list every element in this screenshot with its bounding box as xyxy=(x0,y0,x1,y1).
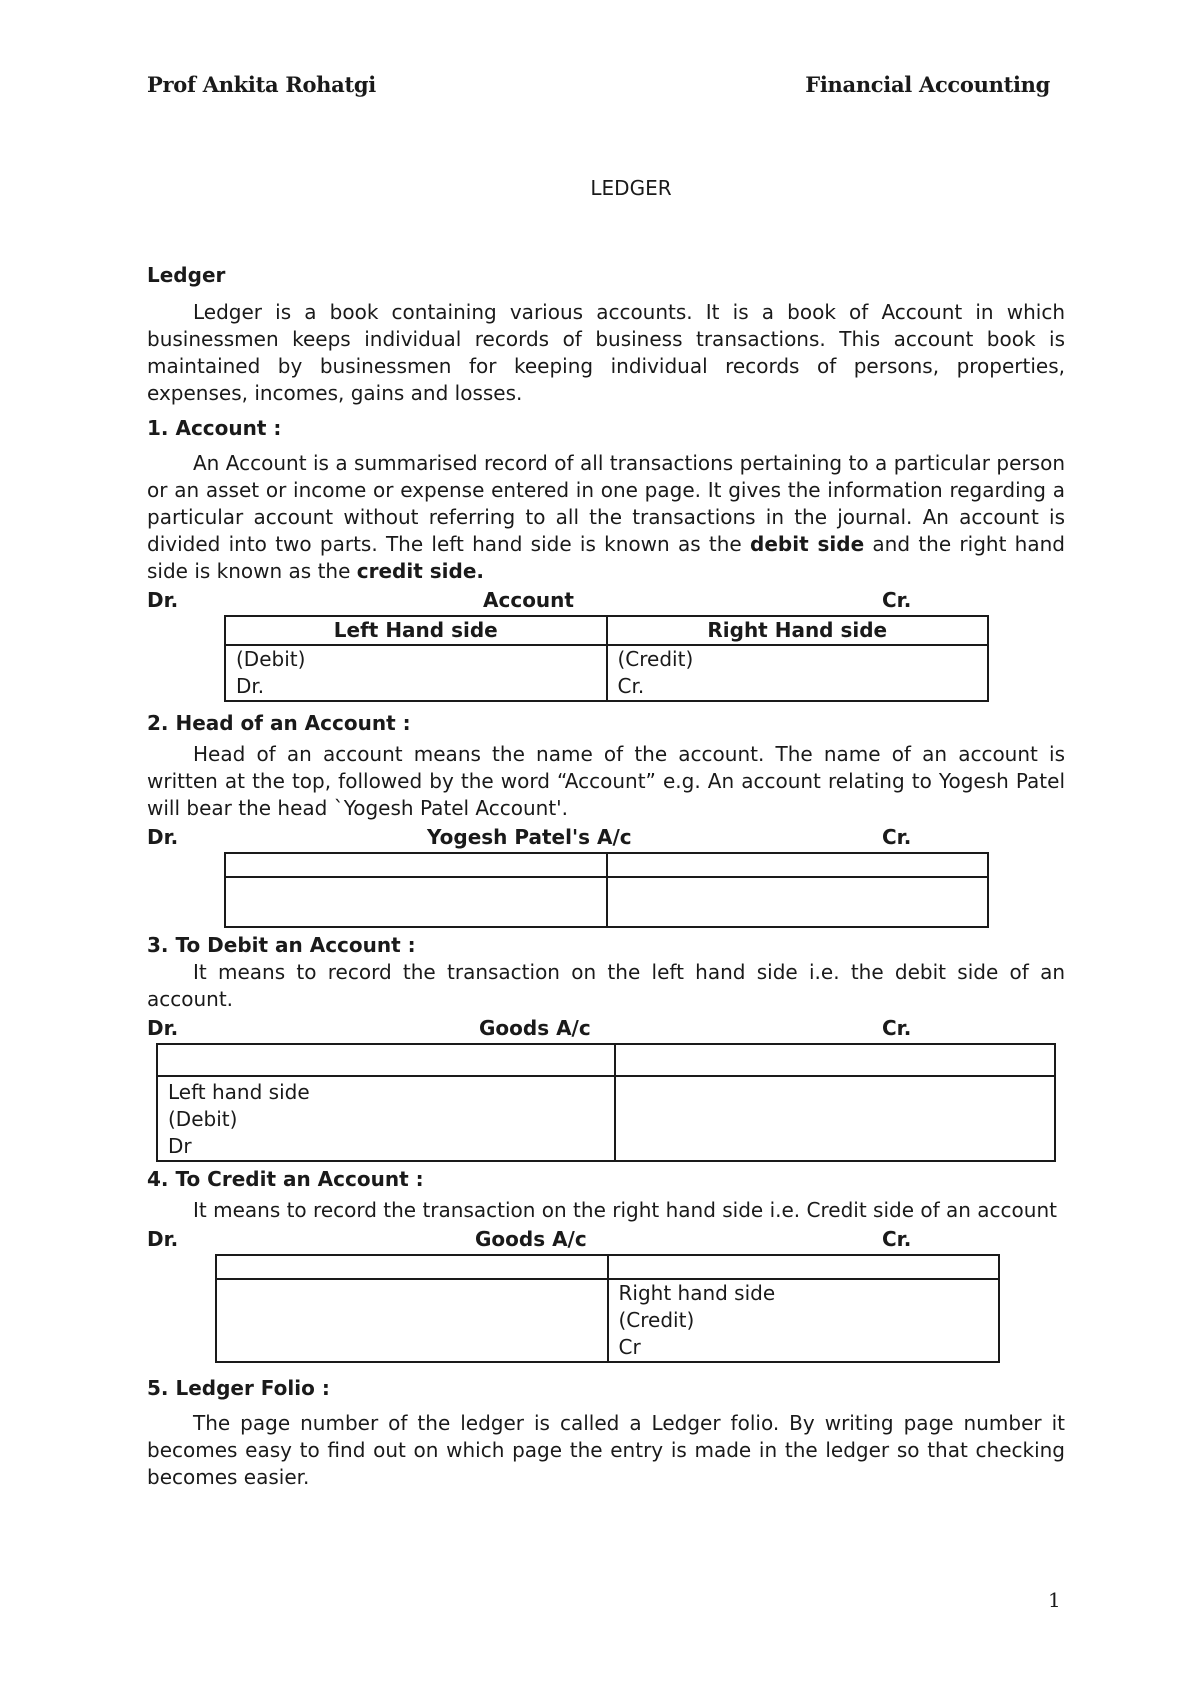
header-subject: Financial Accounting xyxy=(805,72,1050,97)
empty-cell xyxy=(225,877,607,927)
empty-cell xyxy=(216,1279,608,1362)
credit-text: It means to record the transaction on the right hand side i.e. Credit side of an account xyxy=(193,1198,1057,1222)
right-hand-side-head: Right Hand side xyxy=(607,616,989,645)
empty-cell xyxy=(608,1255,1000,1279)
document-body xyxy=(147,262,1065,1491)
page-title: LEDGER xyxy=(590,176,672,200)
intro-text: Ledger is a book containing various accounts. It is a book of Account in which businessmen keeps individual records of business transactions. This account book is maintained by businessmen for keeping individual records of persons, properties, expenses, incomes, gains and losses. xyxy=(147,300,1065,405)
empty-cell xyxy=(225,853,607,877)
cr-label: Cr. xyxy=(882,588,912,612)
debit-text: It means to record the transaction on the left hand side i.e. the debit side of an account. xyxy=(147,960,1065,1011)
empty-cell xyxy=(216,1255,608,1279)
debit-diagram-caption xyxy=(147,1013,1065,1043)
empty-cell xyxy=(615,1076,1055,1161)
right-credit-cell: Right hand side (Credit) Cr xyxy=(608,1279,1000,1362)
debit-cell: (Debit) Dr. xyxy=(225,645,607,701)
account-heading: 1. Account : xyxy=(147,416,282,440)
head-heading: 2. Head of an Account : xyxy=(147,711,411,735)
dr-label: Dr. xyxy=(147,1227,179,1251)
credit-heading: 4. To Credit an Account : xyxy=(147,1167,424,1191)
cr-label: Cr. xyxy=(882,825,912,849)
empty-cell xyxy=(607,853,989,877)
debit-side-bold: debit side xyxy=(750,532,865,556)
goods-account-label: Goods A/c xyxy=(475,1227,587,1251)
account-diagram-caption xyxy=(147,585,1065,615)
head-text: Head of an account means the name of the account. The name of an account is written at the top, followed by the word “Account” e.g. An account relating to Yogesh Patel will bear the head `Yogesh Patel Account'. xyxy=(147,742,1065,820)
debit-t-table xyxy=(156,1043,1056,1162)
dr-label: Dr. xyxy=(147,825,179,849)
yogesh-t-table xyxy=(224,852,989,928)
cr-label: Cr. xyxy=(882,1227,912,1251)
credit-cell: (Credit) Cr. xyxy=(607,645,989,701)
empty-cell xyxy=(615,1044,1055,1076)
credit-diagram-caption xyxy=(147,1224,1065,1254)
left-hand-side-head: Left Hand side xyxy=(225,616,607,645)
page-number: 1 xyxy=(1048,1588,1061,1612)
debit-heading: 3. To Debit an Account : xyxy=(147,933,416,957)
folio-heading: 5. Ledger Folio : xyxy=(147,1376,330,1400)
account-t-table xyxy=(224,615,989,702)
account-name-label: Account xyxy=(483,588,574,612)
empty-cell xyxy=(607,877,989,927)
intro-heading: Ledger xyxy=(147,263,226,287)
folio-text: The page number of the ledger is called a Ledger folio. By writing page number it becomes easy to find out on which page the entry is made in the ledger so that checking becomes easier. xyxy=(147,1411,1065,1489)
credit-t-table xyxy=(215,1254,1000,1363)
credit-side-bold: credit side. xyxy=(356,559,484,583)
dr-label: Dr. xyxy=(147,1016,179,1040)
left-debit-cell: Left hand side (Debit) Dr xyxy=(157,1076,615,1161)
account-text: An Account is a summarised record of all transactions pertaining to a particular person or an asset or income or expense entered in one page. It gives the information regarding a particular account without referring to all the transactions in the journal. An account is divided into two parts. The left hand side is known as the debit side and the right hand side is known as the credit side. xyxy=(147,451,1065,583)
cr-label: Cr. xyxy=(882,1016,912,1040)
head-diagram-caption xyxy=(147,822,1065,852)
goods-account-label: Goods A/c xyxy=(479,1016,591,1040)
yogesh-account-label: Yogesh Patel's A/c xyxy=(427,825,632,849)
header-author: Prof Ankita Rohatgi xyxy=(147,72,376,97)
empty-cell xyxy=(157,1044,615,1076)
dr-label: Dr. xyxy=(147,588,179,612)
